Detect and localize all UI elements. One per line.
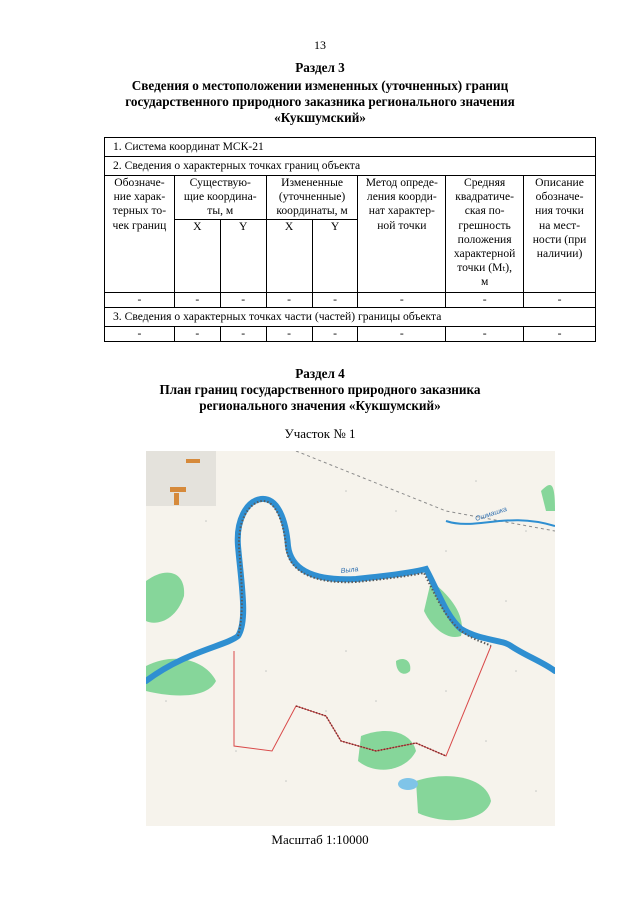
table-cell: - — [312, 326, 358, 341]
section-4-title-line-2: регионального значения «Кукшумский» — [199, 398, 441, 413]
subheader-changed-x: X — [266, 219, 312, 292]
section-4-title-line-1: План границ государственного природного заказника — [159, 382, 481, 397]
subheader-existing-y: Y — [220, 219, 266, 292]
table-cell: - — [312, 292, 358, 307]
table-cell: - — [266, 326, 312, 341]
coordinate-system-row: 1. Система координат МСК-21 — [105, 138, 596, 157]
river-label-1: Выла — [340, 566, 359, 575]
table-row — [105, 326, 596, 341]
table-cell: - — [220, 292, 266, 307]
partial-boundary-points-row: 3. Сведения о характерных точках части (частей) границы объекта — [105, 307, 596, 326]
table-cell: - — [266, 292, 312, 307]
section-4-heading: Раздел 4 — [295, 366, 345, 381]
river-label-2: Ошмашка — [474, 506, 508, 523]
pond — [398, 778, 418, 790]
col-header-description: Описание обозначе- ния точки на мест- ности (при наличии) — [524, 176, 596, 293]
col-header-existing-coords: Существую- щие координа- ты, м — [174, 176, 266, 220]
col-header-method: Метод опреде- ления коорди- нат характер- ной точки — [358, 176, 446, 293]
plot-label: Участок № 1 — [284, 426, 356, 441]
table-cell: - — [524, 292, 596, 307]
table-cell: - — [174, 326, 220, 341]
section-3-heading: Раздел 3 — [295, 60, 345, 75]
boundary-points-table — [104, 137, 596, 342]
col-header-changed-coords: Измененные (уточненные) координаты, м — [266, 176, 358, 220]
col-header-error: Средняя квадратиче- ская по- грешность положения характерной точки (Mₜ), м — [446, 176, 524, 293]
table-cell: - — [358, 326, 446, 341]
section-3-title-line-2: государственного природного заказника регионального значения — [125, 94, 515, 109]
settlement-block — [146, 451, 216, 506]
table-cell: - — [446, 292, 524, 307]
section-3-title-line-1: Сведения о местоположении измененных (уточненных) границ — [131, 78, 509, 93]
table-cell: - — [174, 292, 220, 307]
table-cell: - — [220, 326, 266, 341]
boundary-map — [146, 451, 555, 826]
table-cell: - — [524, 326, 596, 341]
boundary-points-row: 2. Сведения о характерных точках границ объекта — [105, 157, 596, 176]
subheader-existing-x: X — [174, 219, 220, 292]
table-cell: - — [446, 326, 524, 341]
map-scale: Масштаб 1:10000 — [271, 832, 369, 847]
section-3-title-line-3: «Кукшумский» — [274, 110, 366, 125]
col-header-designation: Обозначе- ние харак- терных то- чек границ — [105, 176, 175, 293]
page-number: 13 — [314, 38, 326, 52]
table-cell: - — [358, 292, 446, 307]
table-cell: - — [105, 326, 175, 341]
subheader-changed-y: Y — [312, 219, 358, 292]
table-cell: - — [105, 292, 175, 307]
table-row — [105, 292, 596, 307]
